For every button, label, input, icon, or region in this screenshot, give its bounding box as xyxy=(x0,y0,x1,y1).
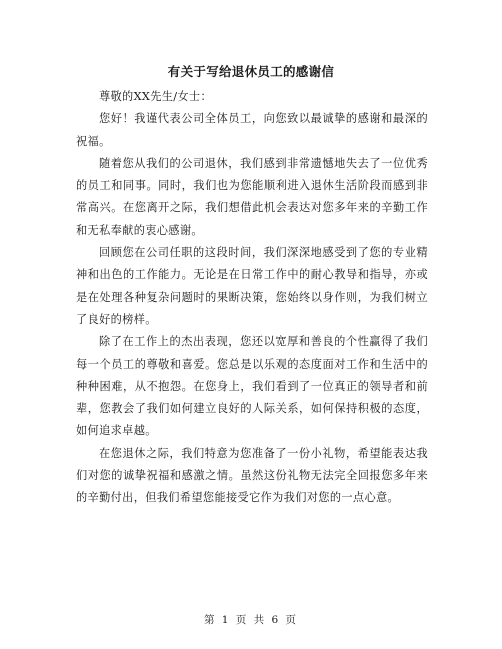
letter-body xyxy=(76,86,428,510)
paragraph-2: 随着您从我们的公司退休，我们感到非常遗憾地失去了一位优秀的员工和同事。同时，我们也为您能顺利进入退休生活阶段而感到非常高兴。在您离开之际，我们想借此机会表达对您多年来的辛勤工作和无私奉献的衷心感谢。 xyxy=(76,156,428,237)
paragraph-1: 您好！我谨代表公司全体员工，向您致以最诚挚的感谢和最深的祝福。 xyxy=(76,112,428,148)
paragraph-4: 除了在工作上的杰出表现，您还以宽厚和善良的个性赢得了我们每一个员工的尊敬和喜爱。您总是以乐观的态度面对工作和生活中的种种困难，从不抱怨。在您身上，我们看到了一位真正的领导者和前辈，您教会了我们如何建立良好的人际关系，如何保持积极的态度，如何追求卓越。 xyxy=(76,335,428,438)
page-number: 第 1 页 共 6 页 xyxy=(203,614,299,626)
paragraph-3: 回顾您在公司任职的这段时间，我们深深地感受到了您的专业精神和出色的工作能力。无论是在日常工作中的耐心教导和指导，亦或是在处理各种复杂问题时的果断决策，您始终以身作则，为我们树立了良好的榜样。 xyxy=(76,246,428,326)
paragraph-5: 在您退休之际，我们特意为您准备了一份小礼物，希望能表达我们对您的诚挚祝福和感激之情。虽然这份礼物无法完全回报您多年来的辛勤付出，但我们希望您能接受它作为我们对您的一点心意。 xyxy=(76,446,428,505)
page-title: 有关于写给退休员工的感谢信 xyxy=(167,64,335,79)
salutation: 尊敬的XX先生/女士： xyxy=(98,90,213,103)
